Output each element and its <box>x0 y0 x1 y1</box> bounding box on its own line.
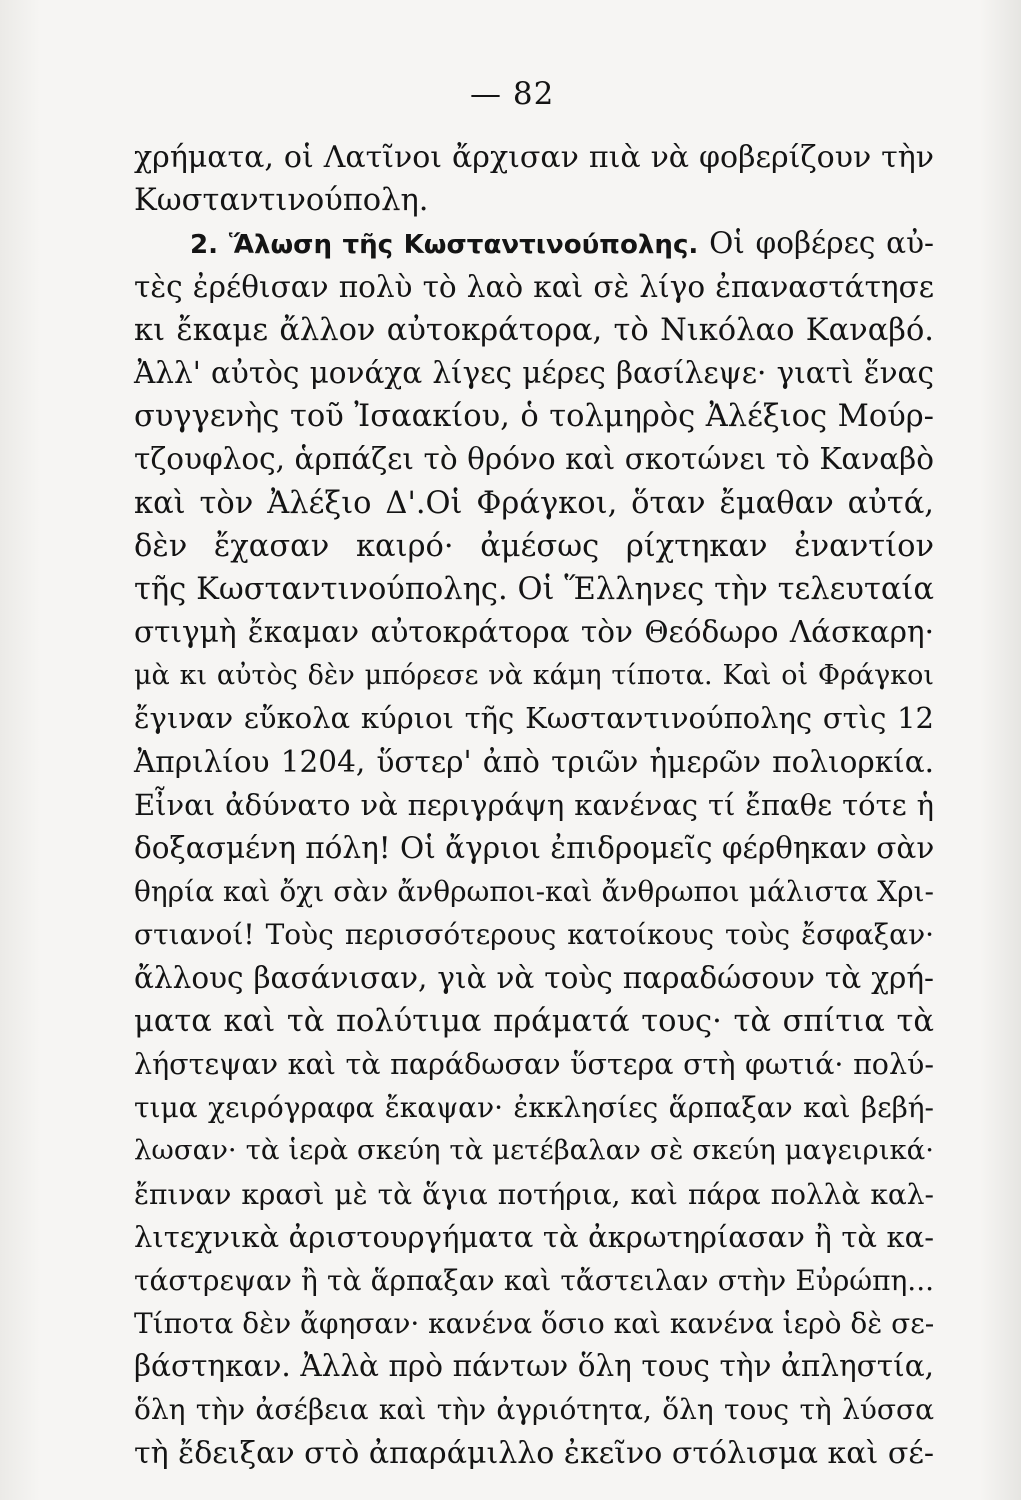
text-line-16: Εἶναι ἀδύνατο νὰ περιγράψη κανένας τί ἔπαθε τότε ἡ <box>134 787 934 822</box>
text-line-17: δοξασμένη πόλη! Οἱ ἄγριοι ἐπιδρομεῖς φέρθηκαν σὰν <box>134 831 935 865</box>
text-line-5: κι ἔκαμε ἄλλον αὐτοκράτορα, τὸ Νικόλαο Καναβό. <box>134 312 934 348</box>
text-line-26: λιτεχνικὰ ἀριστουργήματα τὰ ἀκρωτηρίασαν ἢ τὰ κα- <box>134 1219 934 1254</box>
text-line-27: τάστρεψαν ἢ τὰ ἅρπαξαν καὶ τἄστειλαν στὴν Εὐρώπη... <box>134 1263 934 1297</box>
text-line-14: ἔγιναν εὔκολα κύριοι τῆς Κωσταντινούπολης στὶς 12 <box>134 701 934 736</box>
text-line-8: τζουφλος, ἁρπάζει τὸ θρόνο καὶ σκοτώνει τὸ Καναβὸ <box>134 442 934 477</box>
section-heading: Ἅλωση τῆς Κωσταντινούπολης. <box>228 230 699 261</box>
section-number: 2. <box>190 230 219 261</box>
text-line-21: ματα καὶ τὰ πολύτιμα πράματά τους· τὰ σπίτια τὰ <box>134 1003 934 1039</box>
text-line-24: λωσαν· τὰ ἱερὰ σκεύη τὰ μετέβαλαν σὲ σκεύη μαγειρικά· <box>134 1134 934 1167</box>
text-line-4: τὲς ἐρέθισαν πολὺ τὸ λαὸ καὶ σὲ λίγο ἐπαναστάτησε <box>134 269 934 304</box>
section-heading-line <box>134 222 934 265</box>
text-line-2: Κωσταντινούπολη. <box>134 183 429 219</box>
text-line-18: θηρία καὶ ὄχι σὰν ἄνθρωποι-καὶ ἄνθρωποι μάλιστα Χρι- <box>134 875 934 909</box>
text-line-11: τῆς Κωσταντινούπολης. Οἱ Ἕλληνες τὴν τελευταία <box>134 571 934 607</box>
text-line-25: ἔπιναν κρασὶ μὲ τὰ ἅγια ποτήρια, καὶ πάρα πολλὰ καλ- <box>134 1177 934 1211</box>
text-line-23: τιμα χειρόγραφα ἔκαψαν· ἐκκλησίες ἅρπαξαν καὶ βεβή- <box>134 1091 934 1125</box>
text-line-3: Οἱ φοβέρες αὐ- <box>709 226 934 261</box>
text-line-12: στιγμὴ ἔκαμαν αὐτοκράτορα τὸν Θεόδωρο Λάσκαρη· <box>134 615 934 650</box>
text-line-31: τὴ ἔδειξαν στὸ ἀπαράμιλλο ἐκεῖνο στόλισμα καὶ σέ- <box>134 1435 934 1471</box>
text-line-7: συγγενὴς τοῦ Ἰσαακίου, ὁ τολμηρὸς Ἀλέξιος Μούρ- <box>134 399 934 435</box>
text-line-28: Τίποτα δὲν ἄφησαν· κανένα ὅσιο καὶ κανένα ἱερὸ δὲ σε- <box>134 1307 935 1341</box>
text-line-20: ἄλλους βασάνισαν, γιὰ νὰ τοὺς παραδώσουν τὰ χρή- <box>134 960 934 995</box>
text-line-13: μὰ κι αὐτὸς δὲν μπόρεσε νὰ κάμη τίποτα. Καὶ οἱ Φράγκοι <box>134 660 934 692</box>
text-line-9: καὶ τὸν Ἀλέξιο Δ'.Οἱ Φράγκοι, ὅταν ἔμαθαν αὐτά, <box>134 485 934 521</box>
text-line-22: λήστεψαν καὶ τὰ παράδωσαν ὕστερα στὴ φωτιά· πολύ- <box>134 1047 934 1081</box>
text-line-29: βάστηκαν. Ἀλλὰ πρὸ πάντων ὅλη τους τὴν ἀπληστία, <box>134 1349 934 1384</box>
text-line-30: ὅλη τὴν ἀσέβεια καὶ τὴν ἀγριότητα, ὅλη τους τὴ λύσσα <box>134 1393 934 1427</box>
text-line-1: χρήματα, οἱ Λατῖνοι ἄρχισαν πιὰ νὰ φοβερίζουν τὴν <box>134 140 934 175</box>
page-number: — 82 <box>470 76 555 112</box>
text-line-19: στιανοί! Τοὺς περισσότερους κατοίκους τοὺς ἔσφαξαν· <box>134 918 934 952</box>
text-line-6: Ἀλλ' αὐτὸς μονάχα λίγες μέρες βασίλεψε· γιατὶ ἕνας <box>134 355 934 390</box>
text-line-10: δὲν ἔχασαν καιρό· ἀμέσως ρίχτηκαν ἐναντίον <box>134 528 934 564</box>
body-text <box>134 136 934 1475</box>
text-line-15: Ἀπριλίου 1204, ὕστερ' ἀπὸ τριῶν ἡμερῶν πολιορκία. <box>134 744 934 779</box>
